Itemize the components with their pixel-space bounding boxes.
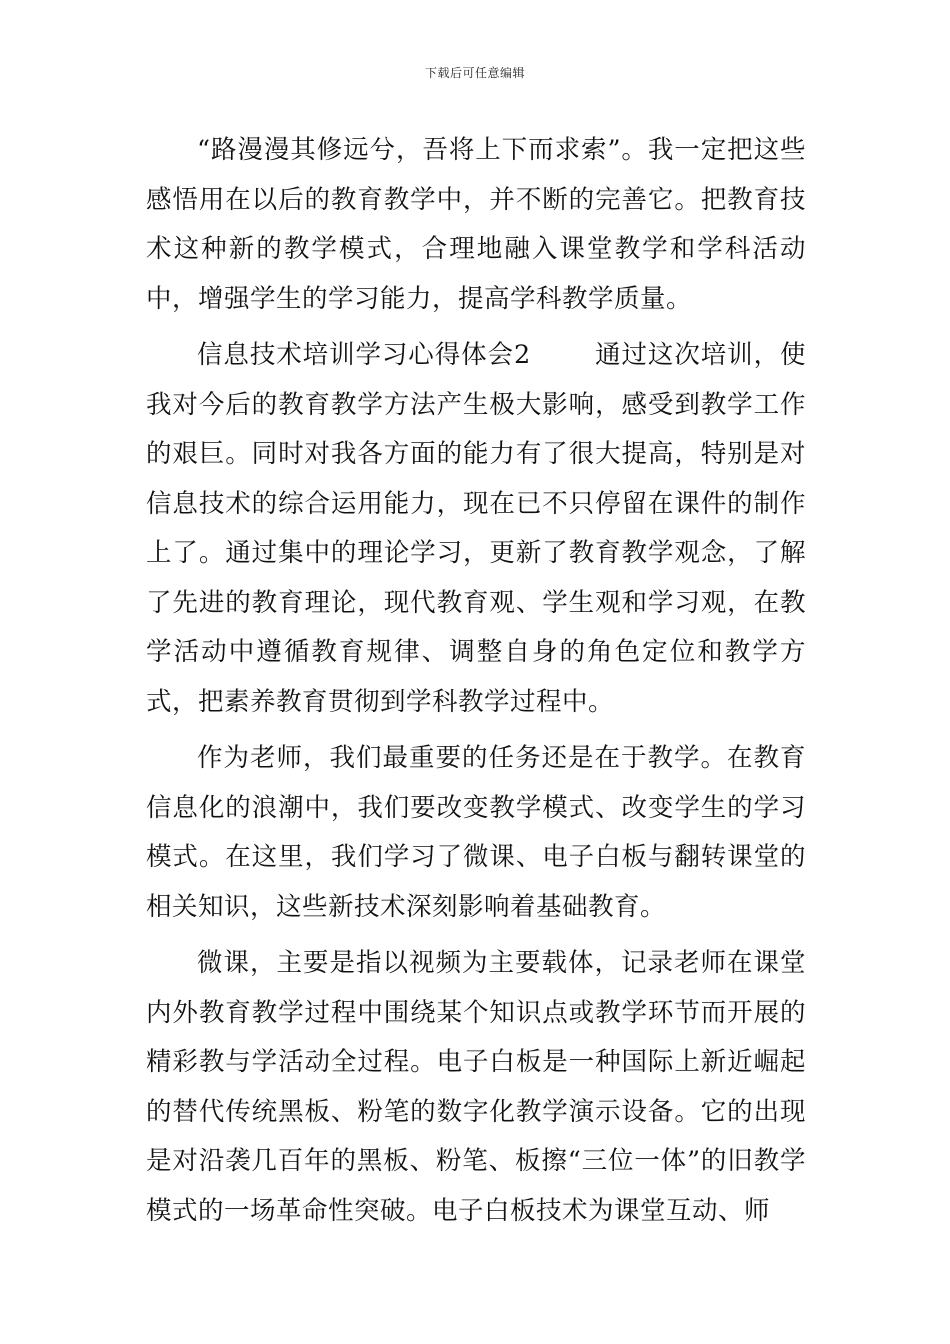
paragraph-1 — [146, 126, 806, 324]
section-title: 信息技术培训学习心得体会2 — [197, 340, 531, 370]
paragraph-2 — [146, 331, 806, 727]
paragraph-4 — [146, 939, 806, 1236]
paragraph-2-text: 通过这次培训，使我对今后的教育教学方法产生极大影响，感受到教学工作的艰巨。同时对我各方面的能力有了很大提高，特别是对信息技术的综合运用能力，现在已不只停留在课件的制作上了。通过集中的理论学习，更新了教育教学观念，了解了先进的教育理论，现代教育观、学生观和学习观，在教学活动中遵循教育规律、调整自身的角色定位和教学方式，把素养教育贯彻到学科教学过程中。 — [146, 340, 806, 717]
paragraph-3-text: 作为老师，我们最重要的任务还是在于教学。在教育信息化的浪潮中，我们要改变教学模式、改变学生的学习模式。在这里，我们学习了微课、电子白板与翻转课堂的相关知识，这些新技术深刻影响着基础教育。 — [146, 743, 806, 922]
document-body — [146, 126, 806, 1243]
paragraph-3 — [146, 734, 806, 932]
paragraph-4-text: 微课，主要是指以视频为主要载体，记录老师在课堂内外教育教学过程中围绕某个知识点或教学环节而开展的精彩教与学活动全过程。电子白板是一种国际上新近崛起的替代传统黑板、粉笔的数字化教学演示设备。它的出现是对沿袭几百年的黑板、粉笔、板擦“三位一体”的旧教学模式的一场革命性突破。电子白板技术为课堂互动、师 — [146, 948, 806, 1226]
page-header: 下载后可任意编辑 — [424, 66, 525, 80]
paragraph-1-text: “路漫漫其修远兮，吾将上下而求索”。我一定把这些感悟用在以后的教育教学中，并不断的完善它。把教育技术这种新的教学模式，合理地融入课堂教学和学科活动中，增强学生的学习能力，提高学科教学质量。 — [146, 135, 806, 314]
